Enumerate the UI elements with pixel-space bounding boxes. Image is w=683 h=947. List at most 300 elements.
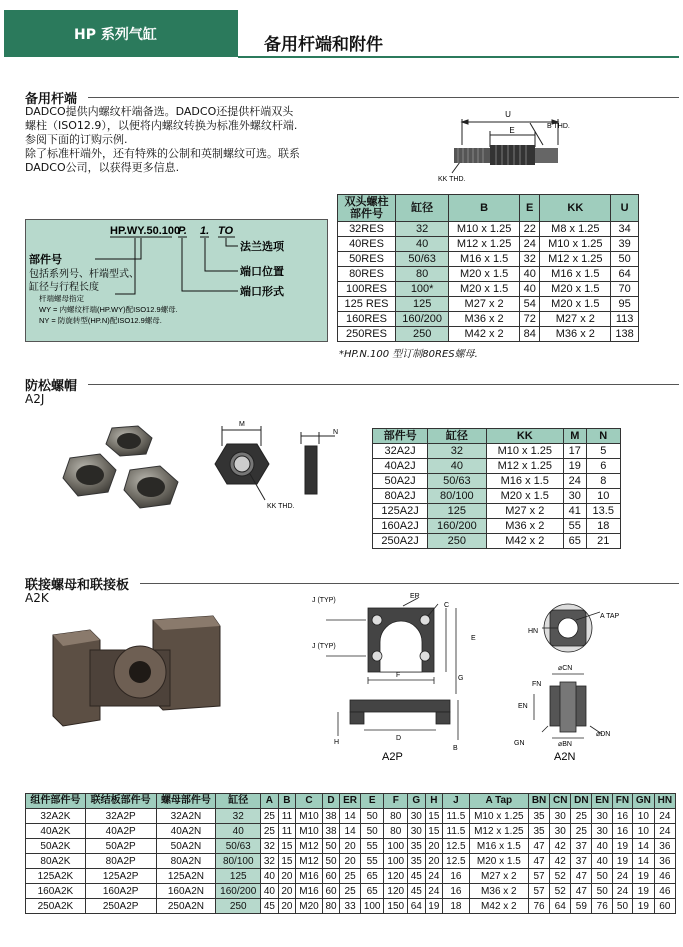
table-cell: 50 [360, 809, 384, 824]
table-cell: M12 x 1.25 [449, 237, 520, 252]
table-row [338, 237, 639, 252]
table-row [338, 282, 639, 297]
svg-text:EN: EN [518, 703, 528, 710]
col-header: F [384, 794, 408, 809]
svg-text:KK THD.: KK THD. [438, 176, 466, 183]
table-cell: 20 [425, 839, 443, 854]
coupler-model: A2K [25, 591, 49, 605]
col-header: M [564, 429, 586, 444]
table-cell: 15 [425, 824, 443, 839]
table-cell: 34 [611, 222, 639, 237]
table-cell: 30 [408, 809, 426, 824]
col-header: U [611, 195, 639, 222]
table-cell: M27 x 2 [469, 869, 528, 884]
svg-text:H: H [334, 739, 340, 746]
table-cell: 19 [425, 899, 443, 914]
table-cell: 55 [360, 839, 384, 854]
table-cell: 35 [528, 824, 549, 839]
table-row [373, 489, 621, 504]
table-cell: 40RES [338, 237, 396, 252]
table-cell: 125 [396, 297, 449, 312]
table-cell: 160A2K [26, 884, 86, 899]
table-row [26, 884, 676, 899]
table-cell: 33 [340, 899, 361, 914]
table-cell: M10 x 1.25 [540, 237, 611, 252]
col-header: 缸径 [396, 195, 449, 222]
table-cell: 16 [613, 824, 633, 839]
table-cell: M10 x 1.25 [486, 444, 563, 459]
table-cell: 20 [425, 854, 443, 869]
table-cell: 80/100 [428, 489, 486, 504]
svg-text:端口形式: 端口形式 [240, 286, 284, 298]
table-cell: 40 [519, 267, 540, 282]
stud-table [337, 194, 639, 342]
table-cell: 30 [550, 824, 571, 839]
table-row [338, 252, 639, 267]
table-cell: 32A2N [156, 809, 216, 824]
table-cell: 160/200 [396, 312, 449, 327]
table-cell: 46 [654, 869, 675, 884]
table-cell: M20 [296, 899, 323, 914]
table-cell: M16 x 1.5 [449, 252, 520, 267]
table-cell: 18 [586, 519, 620, 534]
table-cell: 100RES [338, 282, 396, 297]
table-cell: 50 [322, 854, 340, 869]
table-cell: 32A2P [85, 809, 156, 824]
table-cell: 12.5 [443, 839, 470, 854]
table-cell: 32 [216, 809, 261, 824]
table-cell: 84 [519, 327, 540, 342]
rod-description: DADCO提供内螺纹杆端备选。DADCO还提供杆端双头 螺柱（ISO12.9），以便将内螺纹转换为标准外螺纹杆端. 参阅下面的订购示例. 除了标准杆端外，还有特殊的公制和英制螺纹可选。联系 DADCO公司，以获得更多信息. [25, 105, 300, 174]
col-header: A Tap [469, 794, 528, 809]
table-cell: 160A2N [156, 884, 216, 899]
table-cell: 24 [519, 237, 540, 252]
svg-text:HN: HN [528, 628, 539, 635]
table-cell: 35 [408, 854, 426, 869]
table-cell: 160A2J [373, 519, 428, 534]
table-cell: 125A2K [26, 869, 86, 884]
table-cell: 10 [632, 809, 654, 824]
table-cell: 35 [528, 809, 549, 824]
table-cell: 11.5 [443, 809, 470, 824]
table-cell: 72 [519, 312, 540, 327]
col-header: DN [571, 794, 592, 809]
rod-section-heading: 备用杆端 [25, 92, 78, 107]
svg-text:NY = 防旋转型(HP.N)配ISO12.9螺母.: NY = 防旋转型(HP.N)配ISO12.9螺母. [39, 316, 162, 325]
table-cell: M12 x 1.25 [469, 824, 528, 839]
table-cell: M12 x 1.25 [540, 252, 611, 267]
svg-text:⌀BN: ⌀BN [558, 741, 572, 748]
table-cell: 5 [586, 444, 620, 459]
table-cell: 19 [632, 884, 654, 899]
col-header: KK [540, 195, 611, 222]
table-cell: 30 [564, 489, 586, 504]
table-cell: M12 [296, 839, 323, 854]
table-cell: 30 [550, 809, 571, 824]
table-cell: M27 x 2 [486, 504, 563, 519]
col-header: J [443, 794, 470, 809]
svg-text:B THD.: B THD. [547, 123, 570, 130]
table-cell: 19 [613, 839, 633, 854]
table-cell: 40 [519, 282, 540, 297]
table-row [26, 809, 676, 824]
table-row [373, 474, 621, 489]
header-rule [238, 56, 679, 58]
table-cell: 150 [384, 899, 408, 914]
table-cell: 60 [654, 899, 675, 914]
svg-text:G: G [458, 675, 464, 682]
table-cell: 19 [613, 854, 633, 869]
svg-text:P.: P. [178, 225, 187, 237]
table-cell: M20 x 1.5 [540, 297, 611, 312]
table-cell: M42 x 2 [486, 534, 563, 549]
table-row [26, 839, 676, 854]
table-cell: 22 [519, 222, 540, 237]
table-cell: 55 [360, 854, 384, 869]
table-cell: 76 [592, 899, 613, 914]
svg-text:F: F [396, 672, 401, 679]
table-cell: 50 [592, 869, 613, 884]
table-cell: 65 [360, 884, 384, 899]
svg-text:ER: ER [410, 593, 420, 600]
table-cell: 100 [360, 899, 384, 914]
table-cell: 57 [528, 869, 549, 884]
table-cell: M42 x 2 [469, 899, 528, 914]
table-cell: 41 [564, 504, 586, 519]
lock-nut-photo [60, 420, 195, 520]
table-cell: 125 [216, 869, 261, 884]
table-cell: 125A2J [373, 504, 428, 519]
nut-section-heading: 防松螺帽 [25, 379, 78, 394]
table-cell: M16 [296, 884, 323, 899]
col-header: GN [632, 794, 654, 809]
table-cell: 47 [528, 854, 549, 869]
table-cell: 100 [384, 854, 408, 869]
table-cell: 80A2P [85, 854, 156, 869]
coupler-table [25, 793, 676, 914]
col-header: 缸径 [428, 429, 486, 444]
table-cell: 11.5 [443, 824, 470, 839]
table-cell: 20 [278, 869, 296, 884]
table-cell: 47 [528, 839, 549, 854]
col-header: 组件部件号 [26, 794, 86, 809]
table-cell: 40 [396, 237, 449, 252]
a2p-plate-drawing [298, 590, 483, 765]
table-cell: 14 [632, 854, 654, 869]
nut-model: A2J [25, 392, 45, 406]
svg-text:WY = 内螺纹杆端(HP.WY)配ISO12.9螺母.: WY = 内螺纹杆端(HP.WY)配ISO12.9螺母. [39, 305, 178, 314]
table-cell: 65 [360, 869, 384, 884]
table-row [338, 327, 639, 342]
table-cell: M36 x 2 [540, 327, 611, 342]
table-cell: 39 [611, 237, 639, 252]
table-cell: 55 [564, 519, 586, 534]
table-cell: 38 [322, 824, 340, 839]
svg-text:D: D [396, 735, 402, 742]
table-cell: 13.5 [586, 504, 620, 519]
table-cell: 113 [611, 312, 639, 327]
table-cell: M27 x 2 [540, 312, 611, 327]
col-header: KK [486, 429, 563, 444]
table-cell: 76 [528, 899, 549, 914]
table-cell: 46 [654, 884, 675, 899]
table-cell: 80 [384, 824, 408, 839]
table-cell: 37 [571, 854, 592, 869]
table-cell: M12 x 1.25 [486, 459, 563, 474]
col-header: E [360, 794, 384, 809]
series-tab: HP 系列气缸 [4, 10, 238, 57]
table-cell: 250A2K [26, 899, 86, 914]
table-cell: 50 [322, 839, 340, 854]
svg-text:M: M [239, 421, 245, 428]
table-cell: 36 [654, 839, 675, 854]
table-cell: 59 [571, 899, 592, 914]
table-cell: 35 [408, 839, 426, 854]
table-cell: 60 [322, 869, 340, 884]
table-cell: 80 [384, 809, 408, 824]
col-header: 部件号 [373, 429, 428, 444]
table-cell: 38 [322, 809, 340, 824]
table-cell: 18 [443, 899, 470, 914]
table-cell: 250 [216, 899, 261, 914]
table-cell: 52 [550, 869, 571, 884]
table-cell: 250A2N [156, 899, 216, 914]
table-cell: 30 [592, 824, 613, 839]
svg-text:J (TYP): J (TYP) [312, 643, 336, 650]
table-row [338, 312, 639, 327]
table-cell: 250RES [338, 327, 396, 342]
col-header: G [408, 794, 426, 809]
table-cell: 30 [408, 824, 426, 839]
col-header: FN [613, 794, 633, 809]
table-cell: 50 [592, 884, 613, 899]
table-cell: 20 [278, 884, 296, 899]
table-cell: 80A2K [26, 854, 86, 869]
svg-text:FN: FN [532, 681, 542, 688]
table-cell: 160/200 [428, 519, 486, 534]
table-cell: 32 [428, 444, 486, 459]
table-cell: 80A2J [373, 489, 428, 504]
table-cell: 19 [632, 869, 654, 884]
stud-drawing [430, 105, 600, 185]
table-cell: 57 [528, 884, 549, 899]
table-cell: 24 [613, 869, 633, 884]
svg-text:C: C [444, 602, 450, 609]
table-cell: 14 [340, 824, 361, 839]
table-row [338, 297, 639, 312]
col-header: ER [340, 794, 361, 809]
table-cell: 14 [340, 809, 361, 824]
table-cell: 70 [611, 282, 639, 297]
table-cell: 42 [550, 854, 571, 869]
table-cell: 40 [261, 869, 279, 884]
table-cell: 15 [278, 839, 296, 854]
table-cell: 32 [261, 839, 279, 854]
table-cell: 25 [261, 824, 279, 839]
table-cell: 32RES [338, 222, 396, 237]
table-cell: 160/200 [216, 884, 261, 899]
svg-text:B: B [453, 745, 458, 752]
svg-text:A2P: A2P [382, 751, 403, 763]
section-rule [140, 583, 679, 584]
table-cell: 25 [340, 869, 361, 884]
table-cell: 24 [425, 869, 443, 884]
table-cell: 64 [408, 899, 426, 914]
svg-text:KK THD.: KK THD. [267, 503, 295, 510]
table-row [338, 267, 639, 282]
table-cell: M20 x 1.5 [540, 282, 611, 297]
table-cell: 30 [592, 809, 613, 824]
table-cell: 20 [340, 854, 361, 869]
col-header: 缸径 [216, 794, 261, 809]
table-cell: 80A2N [156, 854, 216, 869]
table-cell: 50/63 [428, 474, 486, 489]
col-header: BN [528, 794, 549, 809]
table-cell: 50 [613, 899, 633, 914]
col-header: E [519, 195, 540, 222]
table-cell: 15 [425, 809, 443, 824]
table-cell: M20 x 1.5 [486, 489, 563, 504]
table-cell: 50 [611, 252, 639, 267]
table-cell: 40A2J [373, 459, 428, 474]
lock-nut-drawing [205, 418, 355, 513]
table-cell: 40 [592, 839, 613, 854]
svg-text:J (TYP): J (TYP) [312, 597, 336, 604]
col-header: H [425, 794, 443, 809]
table-cell: 125 [428, 504, 486, 519]
table-cell: M16 x 1.5 [486, 474, 563, 489]
table-cell: 120 [384, 884, 408, 899]
svg-text:缸径与行程长度: 缸径与行程长度 [29, 282, 99, 293]
table-cell: 32A2K [26, 809, 86, 824]
svg-text:GN: GN [514, 740, 525, 747]
table-cell: 14 [632, 839, 654, 854]
table-cell: M36 x 2 [486, 519, 563, 534]
table-cell: 6 [586, 459, 620, 474]
table-cell: 50/63 [396, 252, 449, 267]
table-row [26, 869, 676, 884]
table-cell: 32 [396, 222, 449, 237]
table-row [26, 854, 676, 869]
table-cell: 24 [425, 884, 443, 899]
table-cell: 32A2J [373, 444, 428, 459]
table-cell: 24 [654, 824, 675, 839]
table-row [373, 519, 621, 534]
table-row [26, 899, 676, 914]
table-cell: 40 [216, 824, 261, 839]
table-cell: 95 [611, 297, 639, 312]
table-cell: 17 [564, 444, 586, 459]
table-row [26, 824, 676, 839]
table-cell: M10 x 1.25 [449, 222, 520, 237]
table-cell: 45 [408, 869, 426, 884]
table-cell: 11 [278, 824, 296, 839]
col-header: D [322, 794, 340, 809]
table-cell: M12 [296, 854, 323, 869]
table-cell: 21 [586, 534, 620, 549]
table-cell: 160RES [338, 312, 396, 327]
table-cell: 64 [550, 899, 571, 914]
svg-text:端口位置: 端口位置 [240, 266, 284, 278]
table-cell: 40 [261, 884, 279, 899]
table-cell: 32 [261, 854, 279, 869]
table-cell: 250A2J [373, 534, 428, 549]
table-cell: 15 [278, 854, 296, 869]
table-cell: 40A2K [26, 824, 86, 839]
table-cell: 50RES [338, 252, 396, 267]
table-cell: M10 x 1.25 [469, 809, 528, 824]
table-cell: 40 [592, 854, 613, 869]
col-header: 双头螺柱部件号 [338, 195, 396, 222]
table-cell: 16 [613, 809, 633, 824]
table-cell: 40A2N [156, 824, 216, 839]
table-cell: M8 x 1.25 [540, 222, 611, 237]
coupler-section-heading: 联接螺母和联接板 [25, 578, 130, 593]
table-cell: 20 [340, 839, 361, 854]
order-example-diagram [25, 219, 330, 344]
table-cell: 10 [586, 489, 620, 504]
table-cell: M42 x 2 [449, 327, 520, 342]
col-header: 螺母部件号 [156, 794, 216, 809]
table-cell: 50A2P [85, 839, 156, 854]
page-title: 备用杆端和附件 [264, 35, 383, 55]
svg-text:法兰选项: 法兰选项 [240, 241, 284, 253]
table-row [373, 534, 621, 549]
table-cell: 100* [396, 282, 449, 297]
col-header: B [449, 195, 520, 222]
table-row [338, 222, 639, 237]
table-cell: 24 [654, 809, 675, 824]
svg-text:E: E [471, 635, 476, 642]
table-cell: 80 [396, 267, 449, 282]
svg-text:⌀CN: ⌀CN [558, 665, 573, 672]
table-cell: 125A2N [156, 869, 216, 884]
table-cell: M16 x 1.5 [540, 267, 611, 282]
table-cell: 12.5 [443, 854, 470, 869]
table-cell: 54 [519, 297, 540, 312]
table-cell: 50A2K [26, 839, 86, 854]
table-cell: M16 [296, 869, 323, 884]
table-cell: 50A2N [156, 839, 216, 854]
table-cell: 16 [443, 869, 470, 884]
table-cell: 16 [443, 884, 470, 899]
table-cell: M10 [296, 824, 323, 839]
svg-text:A TAP: A TAP [600, 613, 620, 620]
table-row [373, 459, 621, 474]
svg-text:A2N: A2N [554, 751, 576, 763]
table-cell: 42 [550, 839, 571, 854]
svg-text:杆端螺母指定: 杆端螺母指定 [39, 294, 84, 303]
table-cell: 52 [550, 884, 571, 899]
table-cell: 250 [428, 534, 486, 549]
table-cell: M36 x 2 [449, 312, 520, 327]
table-cell: 50/63 [216, 839, 261, 854]
table-row [373, 504, 621, 519]
col-header: CN [550, 794, 571, 809]
table-cell: 24 [613, 884, 633, 899]
table-cell: M27 x 2 [449, 297, 520, 312]
table-cell: 40 [428, 459, 486, 474]
svg-text:⌀DN: ⌀DN [596, 731, 611, 738]
table-cell: 160A2P [85, 884, 156, 899]
col-header: HN [654, 794, 675, 809]
table-cell: M16 x 1.5 [469, 839, 528, 854]
table-cell: 50A2J [373, 474, 428, 489]
col-header: 联结板部件号 [85, 794, 156, 809]
table-cell: 36 [654, 854, 675, 869]
svg-text:部件号: 部件号 [29, 254, 62, 266]
table-cell: 37 [571, 839, 592, 854]
